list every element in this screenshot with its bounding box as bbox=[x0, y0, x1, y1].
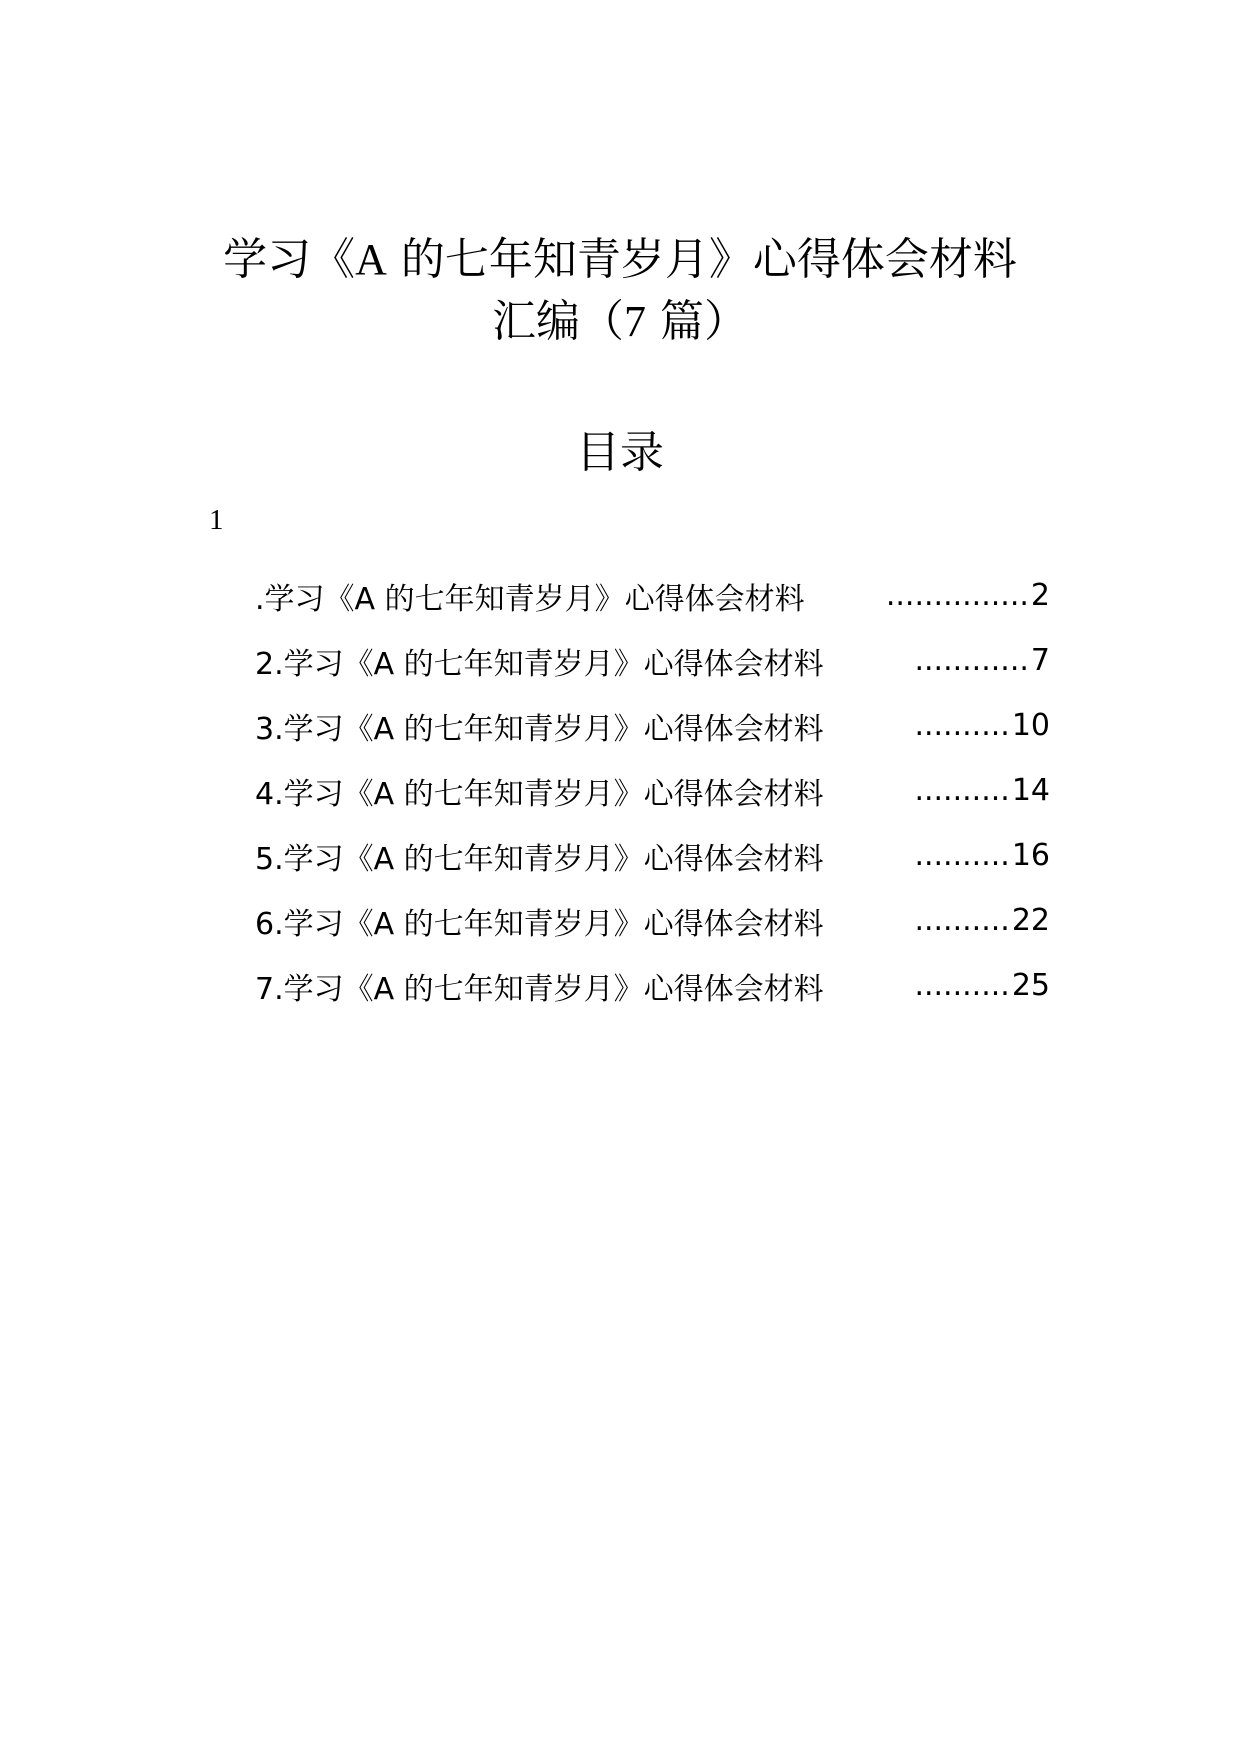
toc-leader-dots: ............ bbox=[914, 643, 1029, 678]
subtitle-count: 7 bbox=[624, 297, 646, 346]
toc-leader-dots: .......... bbox=[914, 903, 1010, 938]
document-title-line-1 bbox=[0, 230, 1240, 290]
toc-entry-label: 3.学习《A 的七年知青岁月》心得体会材料 bbox=[255, 711, 824, 747]
toc-entry-1[interactable] bbox=[255, 563, 1050, 628]
toc-leader-dots: .......... bbox=[914, 838, 1010, 873]
title-text-end: 的七年知青岁月》心得体会材料 bbox=[386, 234, 1017, 285]
toc-entry-5[interactable] bbox=[255, 823, 1050, 888]
toc-leader-dots: ............... bbox=[885, 578, 1029, 613]
toc-entry-label: 2.学习《A 的七年知青岁月》心得体会材料 bbox=[255, 646, 824, 682]
toc-page-number: 14 bbox=[1011, 773, 1050, 808]
title-letter: A bbox=[355, 235, 387, 284]
toc-leader-dots: .......... bbox=[914, 968, 1010, 1003]
toc-entry-label: 6.学习《A 的七年知青岁月》心得体会材料 bbox=[255, 906, 824, 942]
toc-entry-6[interactable] bbox=[255, 888, 1050, 953]
subtitle-text-end: 篇） bbox=[646, 296, 748, 347]
toc-entry-3[interactable] bbox=[255, 693, 1050, 758]
toc-leader-dots: .......... bbox=[914, 773, 1010, 808]
toc-page-number: 10 bbox=[1011, 708, 1050, 743]
toc-entry-4[interactable] bbox=[255, 758, 1050, 823]
toc-page-number: 16 bbox=[1011, 838, 1050, 873]
document-title-line-2 bbox=[0, 292, 1240, 352]
toc-page-number: 25 bbox=[1011, 968, 1050, 1003]
list-marker: 1 bbox=[209, 504, 224, 536]
subtitle-text-start: 汇编（ bbox=[492, 296, 624, 347]
toc-page-number: 2 bbox=[1030, 578, 1050, 613]
title-text-start: 学习《 bbox=[223, 234, 356, 285]
toc-entry-7[interactable] bbox=[255, 953, 1050, 1018]
toc-leader-dots: .......... bbox=[914, 708, 1010, 743]
toc-entry-label: .学习《A 的七年知青岁月》心得体会材料 bbox=[255, 581, 805, 617]
table-of-contents bbox=[255, 563, 1050, 1018]
toc-page-number: 22 bbox=[1011, 903, 1050, 938]
toc-entry-2[interactable] bbox=[255, 628, 1050, 693]
toc-entry-label: 4.学习《A 的七年知青岁月》心得体会材料 bbox=[255, 776, 824, 812]
toc-heading: 目录 bbox=[576, 427, 664, 478]
toc-entry-label: 7.学习《A 的七年知青岁月》心得体会材料 bbox=[255, 971, 824, 1007]
toc-entry-label: 5.学习《A 的七年知青岁月》心得体会材料 bbox=[255, 841, 824, 877]
toc-page-number: 7 bbox=[1030, 643, 1050, 678]
